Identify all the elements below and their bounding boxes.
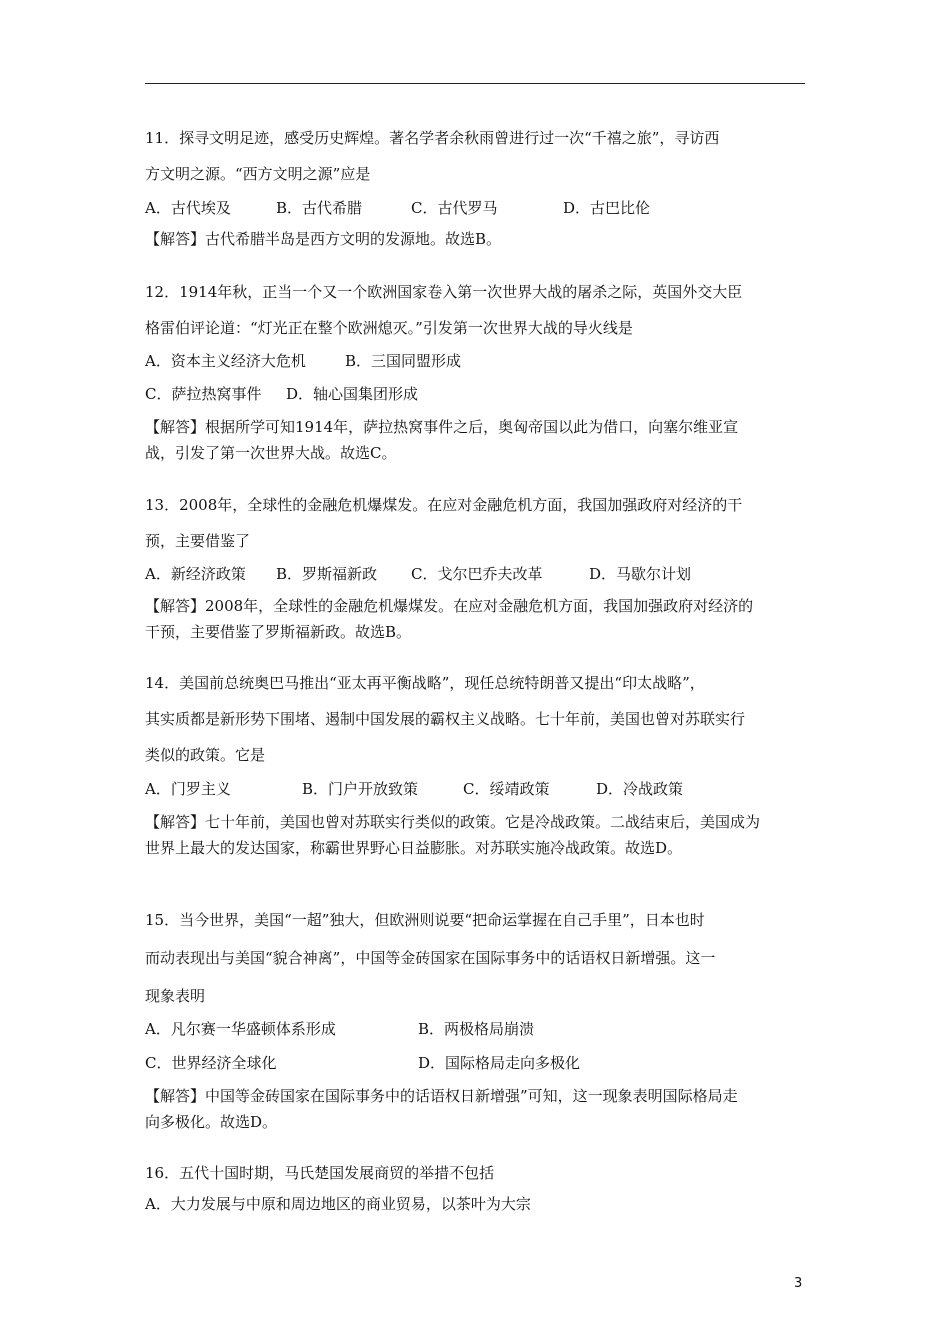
q15-answer-line-2: 向多极化。故选D。 bbox=[145, 1113, 278, 1131]
q16-stem-line-1: 16．五代十国时期，马氏楚国发展商贸的举措不包括 bbox=[145, 1164, 495, 1182]
q13-option-b: B．罗斯福新政 bbox=[276, 565, 378, 583]
q14-option-d: D．冷战政策 bbox=[596, 780, 684, 798]
q14-stem-line-1: 14．美国前总统奥巴马推出“亚太再平衡战略”，现任总统特朗普又提出“印太战略”， bbox=[145, 674, 705, 692]
q12-option-b: B．三国同盟形成 bbox=[345, 352, 462, 370]
q14-stem-line-3: 类似的政策。它是 bbox=[145, 746, 266, 764]
q11-stem-line-1: 11．探寻文明足迹，感受历史辉煌。著名学者余秋雨曾进行过一次“千禧之旅”，寻访西 bbox=[145, 129, 720, 147]
q12-option-d: D．轴心国集团形成 bbox=[286, 385, 419, 403]
q15-option-c: C．世界经济全球化 bbox=[145, 1054, 277, 1072]
q13-option-a: A．新经济政策 bbox=[145, 565, 246, 583]
q15-option-a: A．凡尔赛一华盛顿体系形成 bbox=[145, 1020, 336, 1038]
q15-stem-line-1: 15．当今世界，美国“一超”独大，但欧洲则说要“把命运掌握在自己手里”，日本也时 bbox=[145, 911, 705, 929]
header-rule bbox=[145, 83, 805, 84]
q15-option-d: D．国际格局走向多极化 bbox=[418, 1054, 581, 1072]
q13-stem-line-2: 预，主要借鉴了 bbox=[145, 532, 251, 550]
q14-stem-line-2: 其实质都是新形势下围堵、遏制中国发展的霸权主义战略。七十年前，美国也曾对苏联实行 bbox=[145, 710, 746, 728]
q14-option-a: A．门罗主义 bbox=[145, 780, 231, 798]
q11-option-d: D．古巴比伦 bbox=[563, 199, 651, 217]
q12-stem-line-2: 格雷伯评论道：“灯光正在整个欧洲熄灭。”引发第一次世界大战的导火线是 bbox=[145, 319, 633, 337]
q12-answer-line-1: 【解答】根据所学可知1914年，萨拉热窝事件之后，奥匈帝国以此为借口，向塞尔维亚宣 bbox=[145, 418, 739, 436]
q15-stem-line-3: 现象表明 bbox=[145, 987, 206, 1005]
q14-answer-line-2: 世界上最大的发达国家，称霸世界野心日益膨胀。对苏联实施冷战政策。故选D。 bbox=[145, 839, 683, 857]
q13-option-c: C．戈尔巴乔夫改革 bbox=[411, 565, 543, 583]
q13-answer-line-1: 【解答】2008年，全球性的金融危机爆煤发。在应对金融危机方面，我国加强政府对经济的 bbox=[145, 597, 754, 615]
q11-stem-line-2: 方文明之源。“西方文明之源”应是 bbox=[145, 165, 371, 183]
q11-option-c: C．古代罗马 bbox=[411, 199, 498, 217]
q14-option-c: C．绥靖政策 bbox=[463, 780, 550, 798]
q13-stem-line-1: 13．2008年，全球性的金融危机爆煤发。在应对金融危机方面，我国加强政府对经济的干 bbox=[145, 496, 743, 514]
q13-option-d: D．马歇尔计划 bbox=[589, 565, 692, 583]
q14-answer-line-1: 【解答】七十年前，美国也曾对苏联实行类似的政策。它是冷战政策。二战结束后，美国成为 bbox=[145, 813, 761, 831]
q12-stem-line-1: 12．1914年秋，正当一个又一个欧洲国家卷入第一次世界大战的屠杀之际，英国外交大臣 bbox=[145, 283, 743, 301]
q12-option-c: C．萨拉热窝事件 bbox=[145, 385, 262, 403]
q14-option-b: B．门户开放致策 bbox=[302, 780, 419, 798]
q12-option-a: A．资本主义经济大危机 bbox=[145, 352, 306, 370]
q11-option-a: A．古代埃及 bbox=[145, 199, 231, 217]
q15-answer-line-1: 【解答】中国等金砖国家在国际事务中的话语权日新增强”可知，这一现象表明国际格局走 bbox=[145, 1087, 738, 1105]
q12-answer-line-2: 战，引发了第一次世界大战。故选C。 bbox=[145, 444, 397, 462]
q13-answer-line-2: 干预，主要借鉴了罗斯福新政。故选B。 bbox=[145, 623, 412, 641]
page-number: 3 bbox=[794, 1276, 803, 1291]
q11-answer-line-1: 【解答】古代希腊半岛是西方文明的发源地。故选B。 bbox=[145, 230, 502, 248]
q11-option-b: B．古代希腊 bbox=[276, 199, 363, 217]
q15-option-b: B．两极格局崩溃 bbox=[418, 1020, 535, 1038]
q15-stem-line-2: 而动表现出与美国“貌合神离”，中国等金砖国家在国际事务中的话语权日新增强。这一 bbox=[145, 949, 716, 967]
q16-option-a: A．大力发展与中原和周边地区的商业贸易，以茶叶为大宗 bbox=[145, 1195, 531, 1213]
